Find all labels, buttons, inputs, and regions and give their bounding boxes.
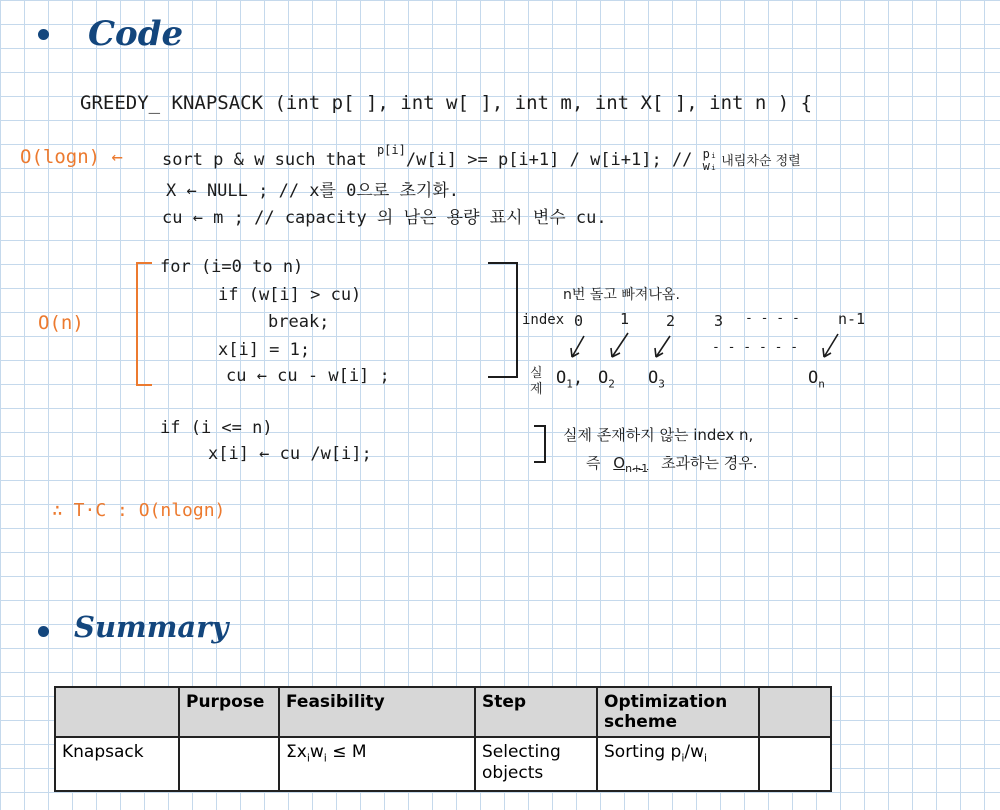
object-2: $O_2$	[598, 368, 615, 391]
row-step: Selecting objects	[475, 737, 597, 791]
index-2: 2	[666, 312, 676, 330]
sort-frac-top: p[i]	[376, 143, 406, 157]
table-header: Feasibility	[279, 687, 475, 737]
row-optimization: Sorting $p_i/w_i$	[597, 737, 759, 791]
actual-label: 실 제	[530, 366, 543, 397]
table-header	[759, 687, 831, 737]
if-line: if (i <= n)	[160, 418, 273, 438]
table-header: Purpose	[179, 687, 279, 737]
arrow-icon	[571, 336, 584, 357]
arrow-dashes: - - - - - -	[712, 340, 799, 355]
object-1: $O_1$,	[556, 368, 584, 391]
object-n: $O_n$	[808, 368, 825, 391]
loop-line-break: break;	[268, 312, 330, 332]
loop-right-bracket	[488, 262, 518, 378]
bullet-dot	[38, 626, 49, 637]
loop-complexity: O(n)	[38, 312, 84, 334]
sort-pre: sort p & w such that	[162, 150, 377, 170]
loop-line-assign: x[i] = 1;	[218, 340, 311, 360]
loop-bracket	[136, 262, 152, 386]
index-1: 1	[620, 310, 630, 328]
index-label: index	[522, 312, 565, 328]
table-header: Optimization scheme	[597, 687, 759, 737]
sort-complexity: O(logn) ←	[20, 146, 123, 168]
frac-bottom: wᵢ	[702, 159, 718, 173]
table-header: Step	[475, 687, 597, 737]
if-note-line2: 즉 $O_{n+1}$ 초과하는 경우.	[586, 454, 758, 475]
row-extra	[759, 737, 831, 791]
bullet-dot	[38, 29, 49, 40]
index-0: 0	[574, 312, 584, 330]
loop-line-if: if (w[i] > cu)	[218, 285, 362, 305]
row-purpose	[179, 737, 279, 791]
loop-note-title: n번 돌고 빠져나옴.	[563, 287, 680, 303]
loop-line-update: cu ← cu - w[i] ;	[226, 366, 390, 386]
summary-table	[54, 686, 832, 792]
arrow-icon	[823, 334, 838, 357]
function-signature: GREEDY_ KNAPSACK (int p[ ], int w[ ], int m, int X[ ], int n ) {	[80, 92, 813, 114]
row-name: Knapsack	[55, 737, 179, 791]
sort-note-fraction	[703, 148, 717, 172]
sort-line	[162, 143, 801, 173]
init-cu-line: cu ← m ; // capacity 의 남은 용량 표시 변수 cu.	[162, 208, 607, 228]
table-header	[55, 687, 179, 737]
row-feasibility: $\Sigma x_iw_i \le M$	[279, 737, 475, 791]
object-3: $O_3$	[648, 368, 665, 391]
if-note-line1: 실제 존재하지 않는 index n,	[563, 426, 754, 444]
arrow-icon	[655, 336, 670, 357]
index-n-1: n-1	[838, 310, 866, 328]
sort-post: /w[i] >= p[i+1] / w[i+1]; //	[405, 150, 703, 170]
summary-heading: Summary	[74, 610, 229, 644]
code-heading: Code	[88, 14, 184, 54]
frac-top: pᵢ	[702, 147, 718, 161]
if-assign-line: x[i] ← cu /w[i];	[208, 444, 372, 464]
if-right-bracket	[534, 425, 546, 463]
sort-note: 내림차순 정렬	[717, 154, 801, 169]
init-x-line: X ← NULL ; // x를 0으로 초기화.	[166, 181, 459, 201]
table-header-row	[55, 687, 831, 737]
table-row	[55, 737, 831, 791]
arrow-icon	[611, 333, 628, 357]
index-3: 3	[714, 312, 724, 330]
index-dashes: - - - -	[745, 311, 800, 326]
object-n-plus-1: $O_{n+1}$	[613, 454, 649, 475]
time-complexity-total: ∴ T·C : O(nlogn)	[52, 500, 226, 521]
loop-line-for: for (i=0 to n)	[160, 257, 304, 277]
